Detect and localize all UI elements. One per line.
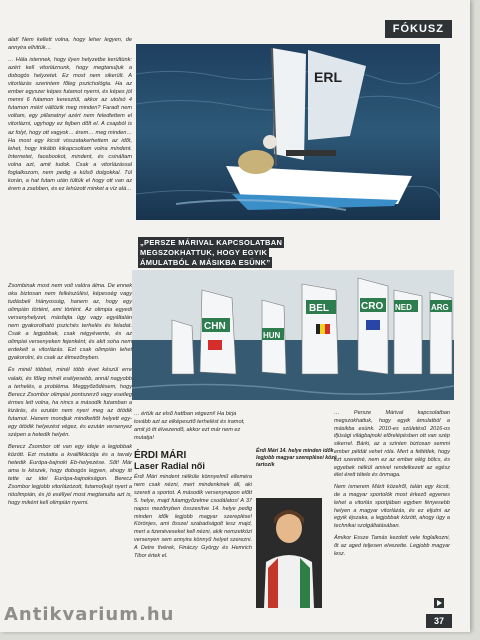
athlete-section [134,450,252,561]
sail-code: ARG [431,303,449,312]
portrait-photo [256,498,322,608]
sail-code: CHN [204,321,226,332]
fleet-photo [132,270,454,400]
paragraph: Zsombinak most nem volt valóra álma. De ennek oka biztosan nem felkészülési, képesség vagy tudásbeli hiányosság, hanem az, hogy egy olimpián történt, ami történt. Az olimpia egyedi versenyhelyzet, másfajta úgy vagy egyáltalán nem gyakorolható pszichés terhelés és feladat. Csak a legjobbak, csak négyévente, és az olimpiai versenyeken fejenként, és akit soha nem erdekelt a vitorlázás. Ezt csak olimpián lehet gyakorolni, és csak az élmezőnyben. [8,283,132,362]
paragraph: És minél többet, minél több évet készül erre valaki, és főleg minél esélyesebb, annál nagyobb a terhelés, a probléma. Meggyőződésem, hogy Berecz Zsombor olimpiai pontszerző vagy esetleg érmes lett volna, ha nincs a második futamban a kizárás, és ezután nem nyeri meg az ötödik futamot. Hanem mondjuk mindkettőt helyett egy-egy ötödik helyezést végez, és ezután versenyez szépen a hetedik helyén. [8,367,132,438]
sail-code: NED [395,303,412,312]
left-column-bottom [8,282,132,511]
athlete-event: Laser Radial női [134,461,205,471]
sail-code: BEL [309,303,329,314]
paragraph: Ámikor Essze Tamás kezdett vele foglalkozni, őt az aged teljesen elvezette. Legjobb magyar lesz. [334,534,450,557]
sail-code: HUN [263,331,281,340]
photo-caption: Érdi Mári 14. helye minden idők legjobb magyar szereplései közé tartozik [256,448,337,468]
right-column [334,410,450,558]
continue-arrow-icon [434,598,444,608]
sail-number: ERL [314,69,342,85]
pull-quote [138,238,306,268]
sail-code: CRO [361,301,384,312]
sailing-photo-top [136,44,440,220]
middle-intro: … értük az első hattban végezni! Ha birja tovább azt az elképesztő terhelést és iramot, amit jó itt élvezendő, akkor ezt már nem ez mutatja! [134,411,245,441]
paragraph: Berecz Zsombor ott van egy ideje a legjobbak között. Ezt mutatta a kvalifikációja és a tavaly hetedik Európa-bajnoki Eb-helyezése. Sőt! Már ama is készek, hogy dobogós legyen, ahogy itt tette az idei Európa-bajnokságon. Berecz Zsombor legjobb vitorlázózott, futamo(ka)t nyert a rióolimpián, és jó eséllyel most megtanulta azt is, hogy miként kell olimpián nyerni. [8,443,132,507]
paragraph: … Hála istennek, hogy ilyen helyzetbe kerültünk: azért kell vitorláznunk, hogy megtanuljuk a dobogós helyzetet. Ez most nem sikerült. A vitorlázás szerintem főleg pszichológia. Ha az ember egyszer képes futamot nyerni, és képes jól menni 6 futamon keresztül, akkor az utolsó 4 futamon miért váltózik meg minden? Faradt nem voltam, egy pillanatnyi azért nem feledtettem el vitorlázni, ugyhogy ez fejben dőlt el. A csapból is az folyt, hogy ott vagyok… érem… meg minden… Ha most egy kicsit visszatakerhettem az időt, lehet, hogy inkább kikapcsoltam volna mindent. Internetet, facebookot, mindent, és csináltam volna azt, amit tudok. Csak a vitorlázással foglalkozom, nem pedig a külső dolgokkal. Túl korán, a hat futam után túltúk el hogy ott van az érem a zsebben, és ez lehúzott minket a víz alá… [8,57,132,192]
paragraph: alat! Nem kellett volna, hogy leher legyen, de annyira elhittük… [8,37,132,52]
watermark: Antikvarium.hu [4,604,175,625]
pull-quote-text: „PERSZE MÁRIVAL KAPCSOLATBAN MEGSZOKHATTUK, HOGY EGYIK ÁMULATBÓL A MÁSIKBA ESÜNK” [140,238,283,267]
athlete-name: ÉRDI MÁRI [134,450,187,461]
athlete-body: Érdi Mári mindent nélküle könnyelmű elleméra nem csak nézni, mert mindenkinek áll, aki szereti a sportot. A második versenynapon előtt 5. helye, majd futamgyőzelme csodálatos! A 37 napos mezőnyben összesítve 14. helye pedig minden idők legjobb magyar szereplése! Körönjes, ami ősszel szabadságolt lesz majd, mert a tizenéveseket kell nézni, akik nemzetközi versenyen sem annyira könnyű helyet szerezni. A Detre fivérek, Fináczy György és Hemrich Tibor értek el. [134,474,252,560]
left-column-top [8,36,132,197]
section-tag: FÓKUSZ [385,20,452,38]
paragraph: Nem ismerem Márit közelről, talán egy kicsit, de a magyar sportolók most érkező egyenes lehet a vitorlás sportjában egyben fényesebb helyen a magyar vitorlázás, és ez eljutni az egyik éjszaka, a legjobbak között, ahogy úgy a technikai szolgáltatásában. [334,484,450,530]
paragraph: … Persze Márival kapcsolatban megszokhattuk, hogy egyik ámulatból a másikba esünk. 2010-es születésű 2016-os ifjúsági világbajnoki előrelépésben ott van szép sikerrel. Bárki, az a szinten biztosan semmi ember példát vehet róla. Mert a feltétlek, hogy ezt szeretné, nem ez az ember elég bölcs, és egyebek nélkül amivel rendelkezett az egész élet érett tétele és önmaga. [334,410,450,479]
page-number: 37 [426,614,452,628]
